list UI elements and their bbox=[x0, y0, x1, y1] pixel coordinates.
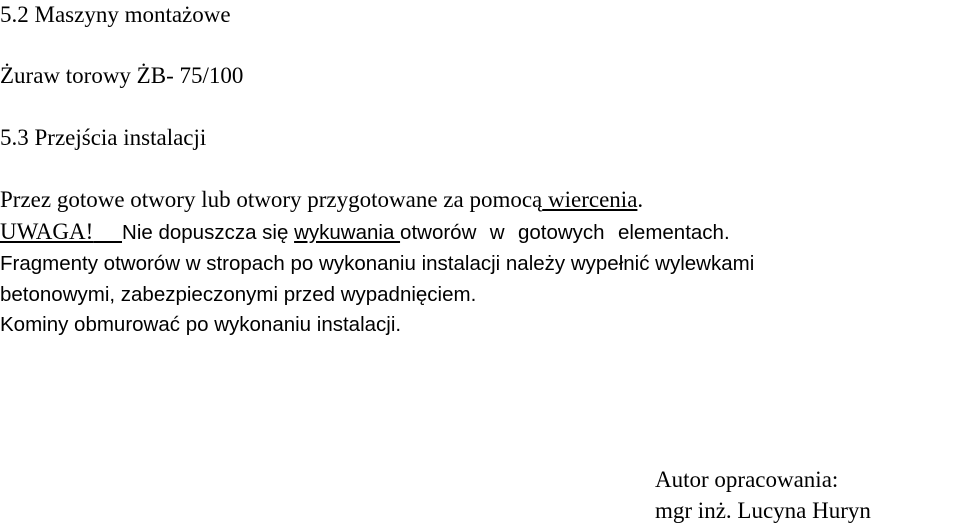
paragraph-chimneys: Kominy obmurować po wykonaniu instalacji. bbox=[0, 313, 402, 336]
heading-passages: 5.3 Przejścia instalacji bbox=[0, 125, 207, 150]
warning-gap bbox=[93, 219, 122, 244]
author-label: Autor opracowania: bbox=[655, 467, 839, 492]
paragraph-fragments-line-1: Fragmenty otworów w stropach po wykonaniu instalacji należy wypełnić wylewkami bbox=[0, 252, 755, 275]
warning-label bbox=[0, 219, 122, 244]
author-name: mgr inż. Lucyna Huryn bbox=[655, 498, 871, 523]
paragraph-openings-end: . bbox=[637, 187, 644, 212]
paragraph-openings-text: Przez gotowe otwory lub otwory przygotowane za pomocą bbox=[0, 187, 543, 212]
warning-text-2: otworów w gotowych elementach. bbox=[400, 221, 730, 244]
paragraph-fragments-line-2: betonowymi, zabezpieczonymi przed wypadnięciem. bbox=[0, 283, 477, 306]
crane-model: Żuraw torowy ŻB- 75/100 bbox=[0, 63, 244, 88]
warning-underlined-word: wykuwania bbox=[294, 221, 401, 244]
drilling-word: wiercenia bbox=[542, 187, 638, 212]
warning-line bbox=[0, 219, 730, 246]
heading-machines: 5.2 Maszyny montażowe bbox=[0, 2, 231, 27]
paragraph-openings bbox=[0, 187, 643, 213]
warning-text-1: Nie dopuszcza się bbox=[122, 221, 295, 244]
warning-label-text: UWAGA! bbox=[0, 219, 94, 244]
